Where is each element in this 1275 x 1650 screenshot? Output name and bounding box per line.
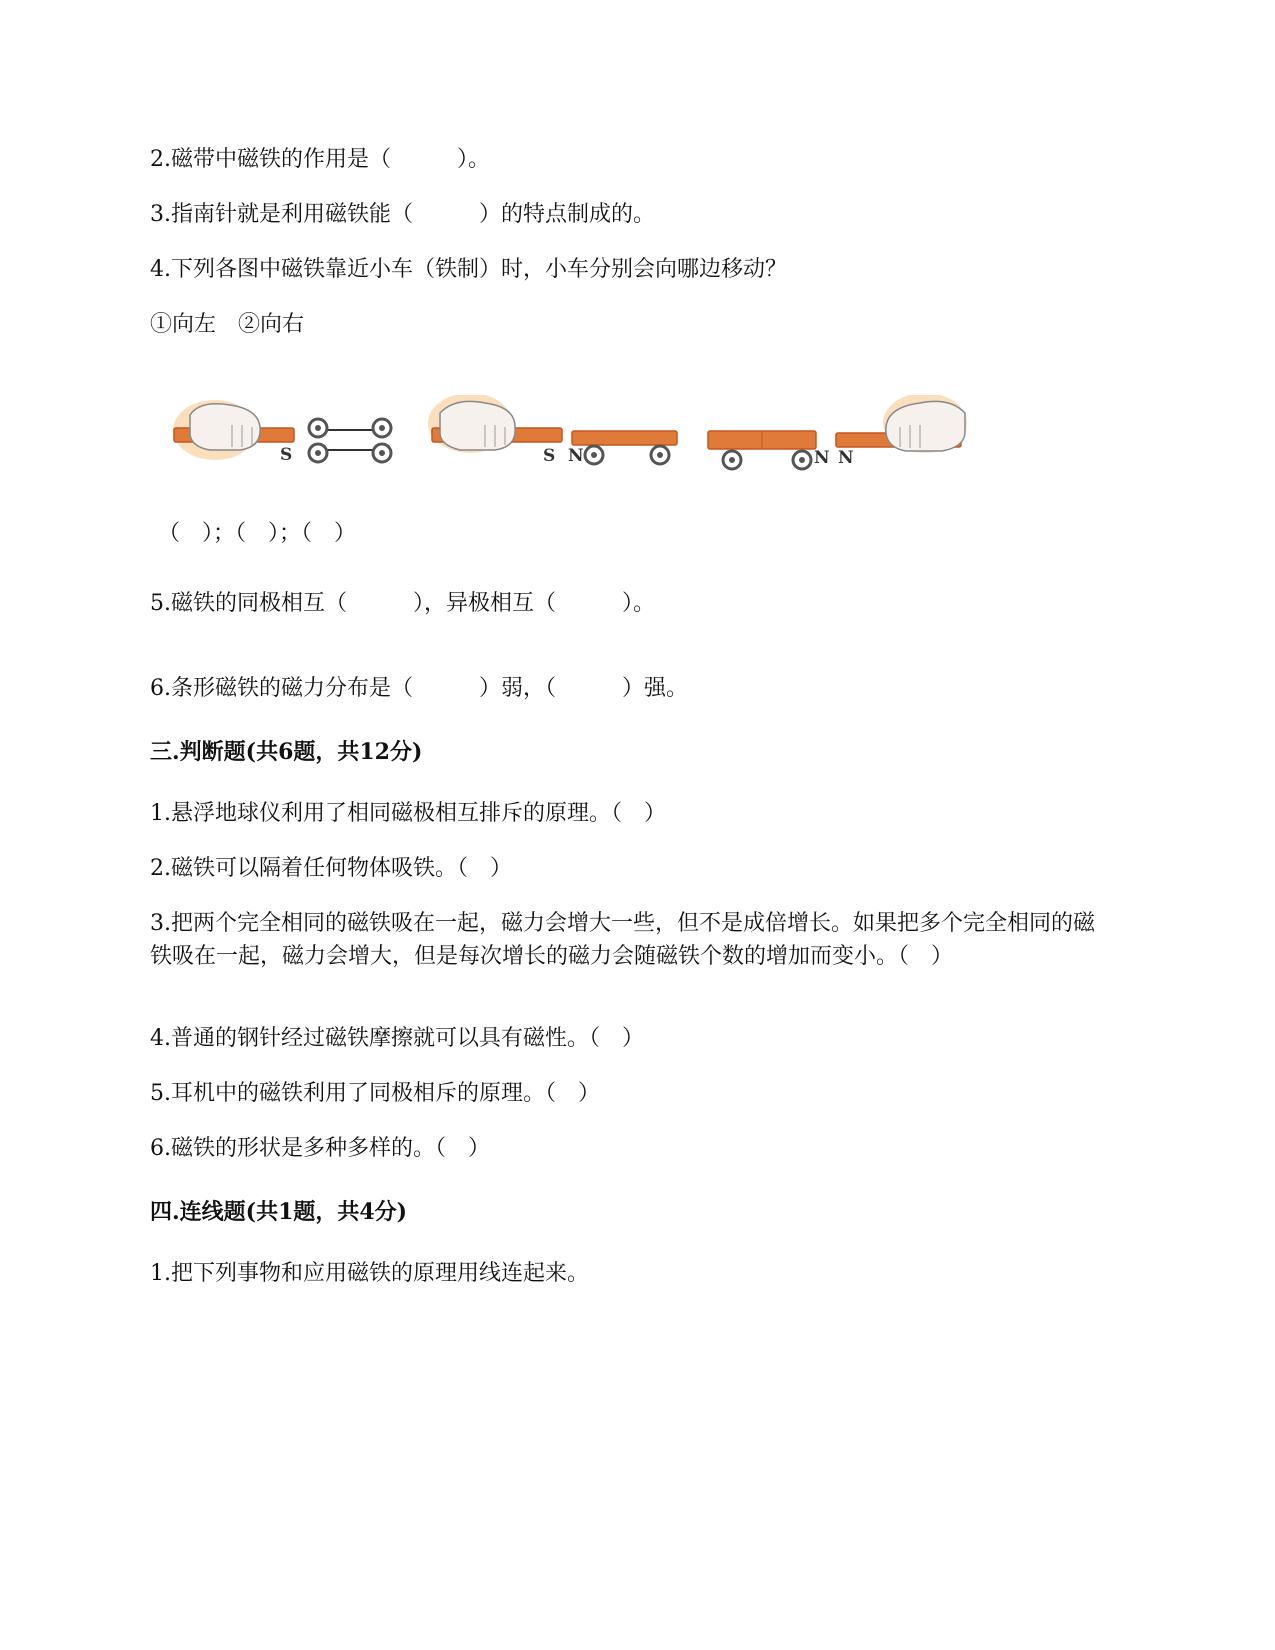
question-fill-5: 5.磁铁的同极相互（ ），异极相互（ ）。 [150,591,655,616]
judge-item-1: 1.悬浮地球仪利用了相同磁极相互排斥的原理。（ ） [150,801,666,826]
panel-1 [173,400,391,465]
match-item-1: 1.把下列事物和应用磁铁的原理用线连起来。 [150,1261,589,1286]
question-fill-2: 2.磁带中磁铁的作用是（ ）。 [150,147,490,172]
section-3-heading: 三.判断题(共6题，共12分) [150,739,423,765]
panel-2 [428,395,677,466]
judge-item-4: 4.普通的钢针经过磁铁摩擦就可以具有磁性。（ ） [150,1026,644,1051]
question-fill-6: 6.条形磁铁的磁力分布是（ ）弱，（ ）强。 [150,676,688,701]
question-fill-4-answers: （ ）；（ ）；（ ） [158,521,357,546]
panel2-car-pole-label: N [568,446,584,466]
judge-item-2: 2.磁铁可以隔着任何物体吸铁。（ ） [150,856,512,881]
judge-item-3: 3.把两个完全相同的磁铁吸在一起，磁力会增大一些，但不是成倍增长。如果把多个完全相同的磁铁吸在一起，磁力会增大，但是每次增长的磁力会随磁铁个数的增加而变小。（ ） [150,911,1095,969]
judge-item-5: 5.耳机中的磁铁利用了同极相斥的原理。（ ） [150,1081,600,1106]
question-fill-3: 3.指南针就是利用磁铁能（ ）的特点制成的。 [150,202,655,227]
panel-3 [708,395,967,469]
section-4-heading: 四.连线题(共1题，共4分) [150,1199,408,1225]
question-fill-4-options: ①向左 ②向右 [150,312,305,337]
panel1-pole-label: S [280,445,293,465]
magnet-car-illustration [170,395,1020,505]
magnet-car-figure [170,395,1020,505]
panel3-car-pole-label: N [814,448,830,468]
panel2-magnet-pole-label: S [543,446,556,466]
judge-item-6: 6.磁铁的形状是多种多样的。（ ） [150,1136,490,1161]
panel3-magnet-pole-label: N [838,448,854,468]
question-fill-4: 4.下列各图中磁铁靠近小车（铁制）时，小车分别会向哪边移动？ [150,257,787,282]
